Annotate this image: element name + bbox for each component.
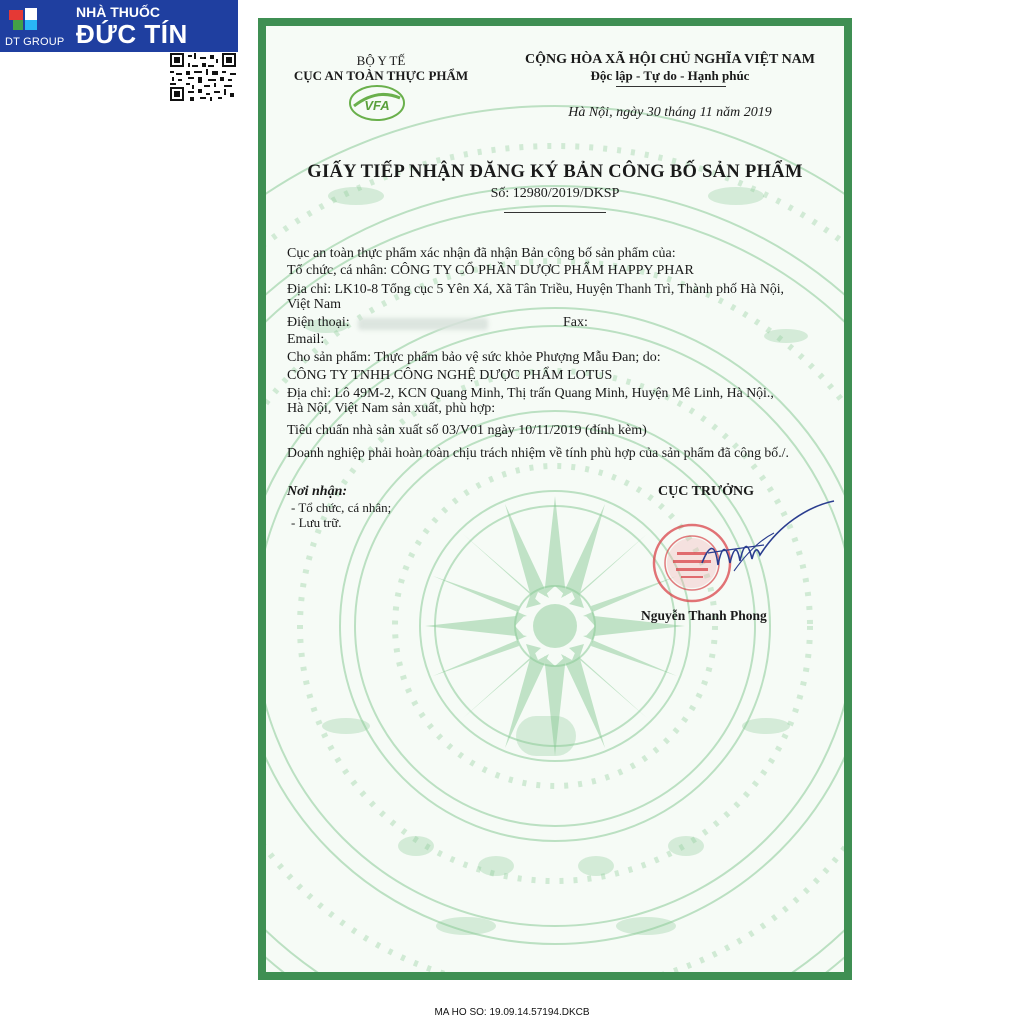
brand-banner bbox=[0, 0, 238, 52]
national-motto: Độc lập - Tự do - Hạnh phúc bbox=[590, 68, 750, 83]
manufacturer-address-line-1: Địa chỉ: Lô 49M-2, KCN Quang Minh, Thị trấn Quang Minh, Huyện Mê Linh, Hà Nội., bbox=[287, 385, 774, 400]
recipients-heading: Nơi nhận: bbox=[287, 484, 348, 499]
republic-name: CỘNG HÒA XÃ HỘI CHỦ NGHĨA VIỆT NAM bbox=[524, 52, 815, 67]
intro-line: Cục an toàn thực phẩm xác nhận đã nhận Bản công bố sản phẩm của: bbox=[287, 246, 676, 261]
manufacturer-line: CÔNG TY TNHH CÔNG NGHỆ DƯỢC PHẨM LOTUS bbox=[287, 368, 613, 383]
organization-address-line-1: Địa chỉ: LK10-8 Tổng cục 5 Yên Xá, Xã Tân Triều, Huyện Thanh Trì, Thành phố Hà Nội, bbox=[287, 281, 785, 296]
brand-group-label: DT GROUP bbox=[5, 36, 65, 48]
issue-date: Hà Nội, ngày 30 tháng 11 năm 2019 bbox=[568, 105, 772, 120]
qr-code-icon[interactable] bbox=[170, 53, 236, 101]
number-underline bbox=[504, 212, 606, 213]
certificate-page bbox=[266, 26, 844, 972]
agency-name: CỤC AN TOÀN THỰC PHẨM bbox=[293, 68, 469, 83]
recipient-item: - Tổ chức, cá nhân; bbox=[291, 500, 392, 515]
certificate-frame bbox=[258, 18, 852, 980]
signer-name: Nguyễn Thanh Phong bbox=[641, 608, 767, 623]
handwritten-signature-icon bbox=[694, 493, 844, 593]
responsibility-line: Doanh nghiệp phải hoàn toàn chịu trách nhiệm về tính phù hợp của sản phẩm đã công bố./. bbox=[287, 445, 789, 460]
ministry-name: BỘ Y TẾ bbox=[356, 53, 406, 68]
brand-title: ĐỨC TÍN bbox=[76, 19, 188, 49]
vfa-logo-icon bbox=[348, 84, 406, 122]
fax-label: Fax: bbox=[563, 315, 588, 330]
brand-subtitle: NHÀ THUỐC bbox=[76, 4, 160, 20]
organization-address-line-2: Việt Nam bbox=[287, 297, 341, 312]
product-line: Cho sản phẩm: Thực phẩm bảo vệ sức khỏe Phượng Mẫu Đan; do: bbox=[287, 350, 661, 365]
phone-redacted bbox=[358, 318, 488, 330]
email-label: Email: bbox=[287, 332, 325, 347]
motto-underline bbox=[616, 86, 726, 87]
document-title: GIẤY TIẾP NHẬN ĐĂNG KÝ BẢN CÔNG BỐ SẢN PHẨM bbox=[307, 162, 803, 182]
dossier-code: MA HO SO: 19.09.14.57194.DKCB bbox=[434, 1007, 590, 1018]
phone-label: Điện thoại: bbox=[287, 315, 350, 330]
standard-line: Tiêu chuẩn nhà sản xuất số 03/V01 ngày 10/11/2019 (đính kèm) bbox=[287, 423, 647, 438]
manufacturer-address-line-2: Hà Nội, Việt Nam sản xuất, phù hợp: bbox=[287, 401, 496, 416]
document-number: Số: 12980/2019/DKSP bbox=[490, 186, 620, 201]
signer-title: CỤC TRƯỞNG bbox=[658, 484, 755, 499]
brand-logo-icon bbox=[7, 6, 57, 32]
organization-line: Tổ chức, cá nhân: CÔNG TY CỔ PHẦN DƯỢC PHẨM HAPPY PHAR bbox=[287, 263, 694, 278]
recipient-item: - Lưu trữ. bbox=[291, 515, 342, 530]
svg-text:VFA: VFA bbox=[364, 98, 390, 113]
